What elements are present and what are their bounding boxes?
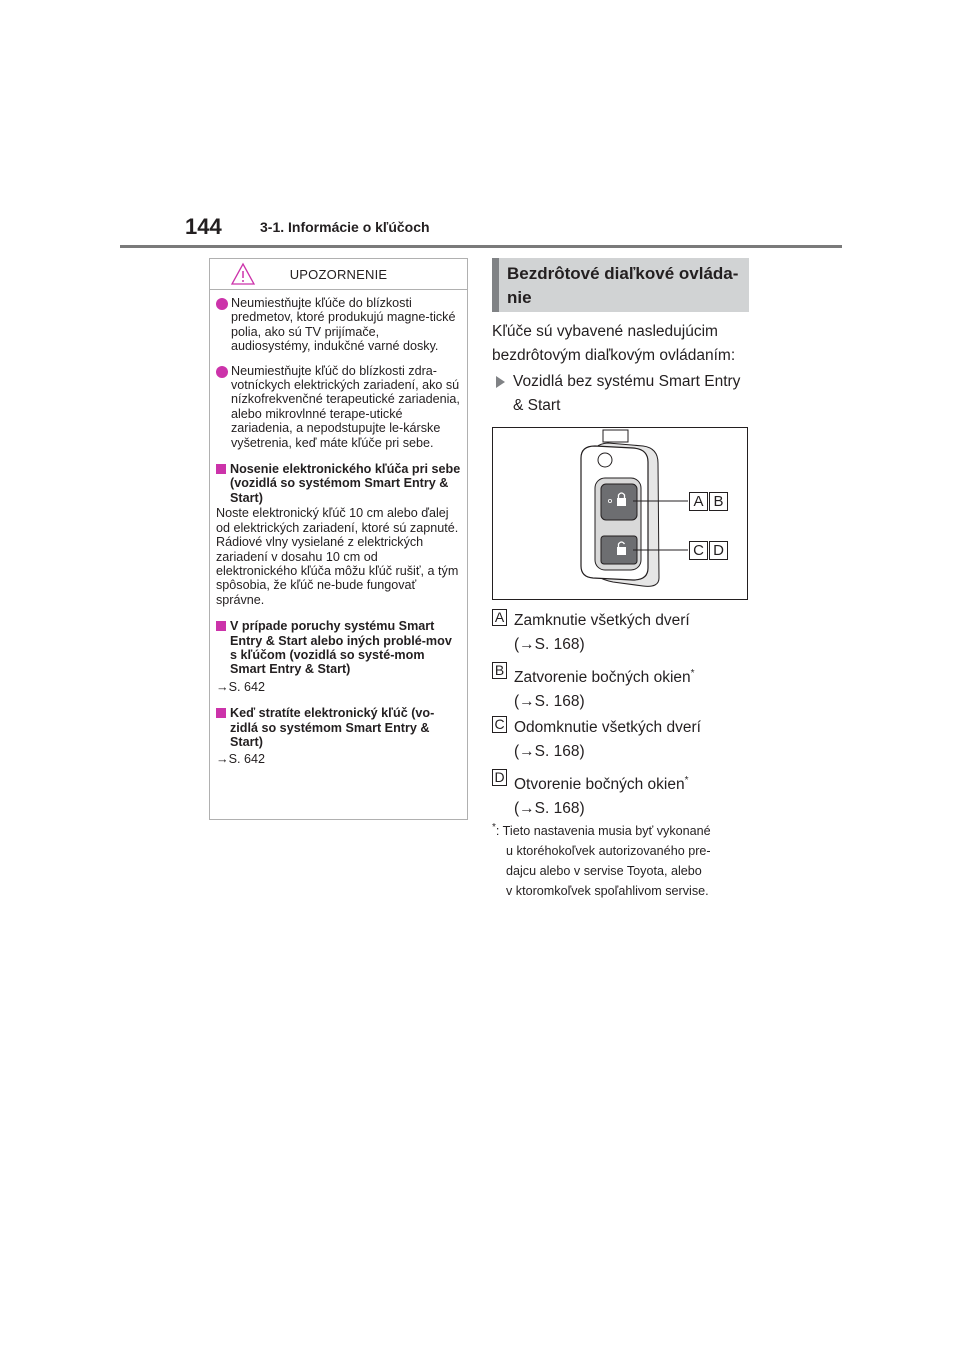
warning-title: UPOZORNENIE (289, 266, 388, 282)
legend-letter: D (492, 769, 507, 786)
warning-bullet-text: Neumiestňujte kľúč do blízkosti zdra-votníckych elektrických zariadení, ako sú nízkofrekvenčné terapeutické zariadenia, alebo mikrovlnné terape-utické zariadenia, a nepodstupujte le-kárske vyšetrenia, keď máte kľúče pri sebe. (231, 363, 460, 450)
footnote-star: * (684, 775, 689, 786)
bullet-square-icon (216, 464, 226, 474)
subheading-text: Nosenie elektronického kľúča pri sebe (vozidlá so systémom Smart Entry & Start) (230, 462, 461, 505)
bullet-dot-icon (216, 298, 228, 310)
legend-letter: B (492, 662, 507, 679)
footnote-line: u ktoréhokoľvek autorizovaného pre- (506, 844, 711, 859)
legend-ref: (→S. 168) (514, 800, 585, 818)
footnote-line: dajcu alebo v servise Toyota, alebo (506, 864, 702, 879)
legend-ref: (→S. 168) (514, 693, 585, 711)
section-heading-line: nie (507, 288, 532, 307)
bullet-square-icon (216, 708, 226, 718)
legend-ref: (→S. 168) (514, 636, 585, 653)
footnote-star: * (492, 822, 496, 833)
warning-bullet (216, 296, 461, 354)
footnote-line: : Tieto nastavenia musia byť vykonané (495, 824, 711, 839)
header-rule (120, 245, 842, 248)
figure-label-b: B (709, 492, 728, 511)
warning-bullet (216, 364, 461, 450)
section-title: 3-1. Informácie o kľúčoch (260, 219, 430, 235)
intro-paragraph: Kľúče sú vybavené nasledujúcim bezdrôtovým diaľkovým ovládaním: (492, 323, 736, 364)
warning-subheading (216, 706, 461, 749)
page-reference: →S. 642 (216, 679, 266, 694)
page-number: 144 (185, 214, 222, 239)
subheading-text: Keď stratíte elektronický kľúč (vo-zidlá so systémom Smart Entry & Start) (230, 706, 435, 749)
footnote-line: v ktoromkoľvek spoľahlivom servise. (506, 884, 709, 899)
section-heading-line: Bezdrôtové diaľkové ovláda- (507, 264, 739, 283)
triangle-bullet-icon (496, 376, 505, 388)
legend-text: Zamknutie všetkých dverí (514, 612, 690, 629)
legend-text: Odomknutie všetkých dverí (514, 719, 701, 736)
variant-text: Vozidlá bez systému Smart Entry & Start (513, 373, 741, 414)
warning-box (209, 258, 468, 820)
warning-body (210, 290, 467, 767)
subheading-text: V prípade poruchy systému Smart Entry & Start alebo iných problé-mov s kľúčom (vozidlá so systé-mom Smart Entry & Start) (230, 619, 452, 677)
warning-triangle-icon (230, 262, 256, 286)
variant-item (492, 370, 752, 418)
legend-text: Otvorenie bočných okien (514, 776, 685, 794)
figure-label-a: A (689, 492, 708, 511)
key-fob-figure (492, 427, 748, 600)
legend-letter: A (492, 609, 507, 626)
legend-item-b (492, 662, 752, 714)
key-fob-illustration (493, 428, 747, 599)
warning-bullet-text: Neumiestňujte kľúče do blízkosti predmetov, ktoré produkujú magne-tické polia, ako sú TV prijímače, audiosystémy, indukčné varné dosky. (231, 296, 456, 354)
footnote (492, 818, 752, 901)
legend-ref: (→S. 168) (514, 743, 585, 760)
page-reference: →S. 642 (216, 752, 266, 767)
figure-label-c: C (689, 541, 708, 560)
section-heading (492, 258, 749, 312)
figure-label-d: D (709, 541, 728, 560)
warning-subheading (216, 462, 461, 505)
warning-subtext: Noste elektronický kľúč 10 cm alebo ďalej od elektrických zariadení, ktoré sú zapnuté. Rádiové vlny vysielané z elektrických zariadení v dosahu 10 cm od elektronického kľúča môžu kľúč rušiť, a tým spôsobia, že kľúč ne-bude fungovať správne. (216, 506, 459, 607)
legend-text: Zatvorenie bočných okien (514, 669, 691, 687)
warning-header (210, 259, 467, 290)
bullet-square-icon (216, 621, 226, 631)
legend-item-a (492, 609, 752, 657)
footnote-star: * (690, 668, 695, 679)
legend-item-c (492, 716, 752, 764)
bullet-dot-icon (216, 366, 228, 378)
legend-letter: C (492, 716, 507, 733)
warning-subheading (216, 619, 461, 677)
legend-item-d (492, 769, 752, 821)
